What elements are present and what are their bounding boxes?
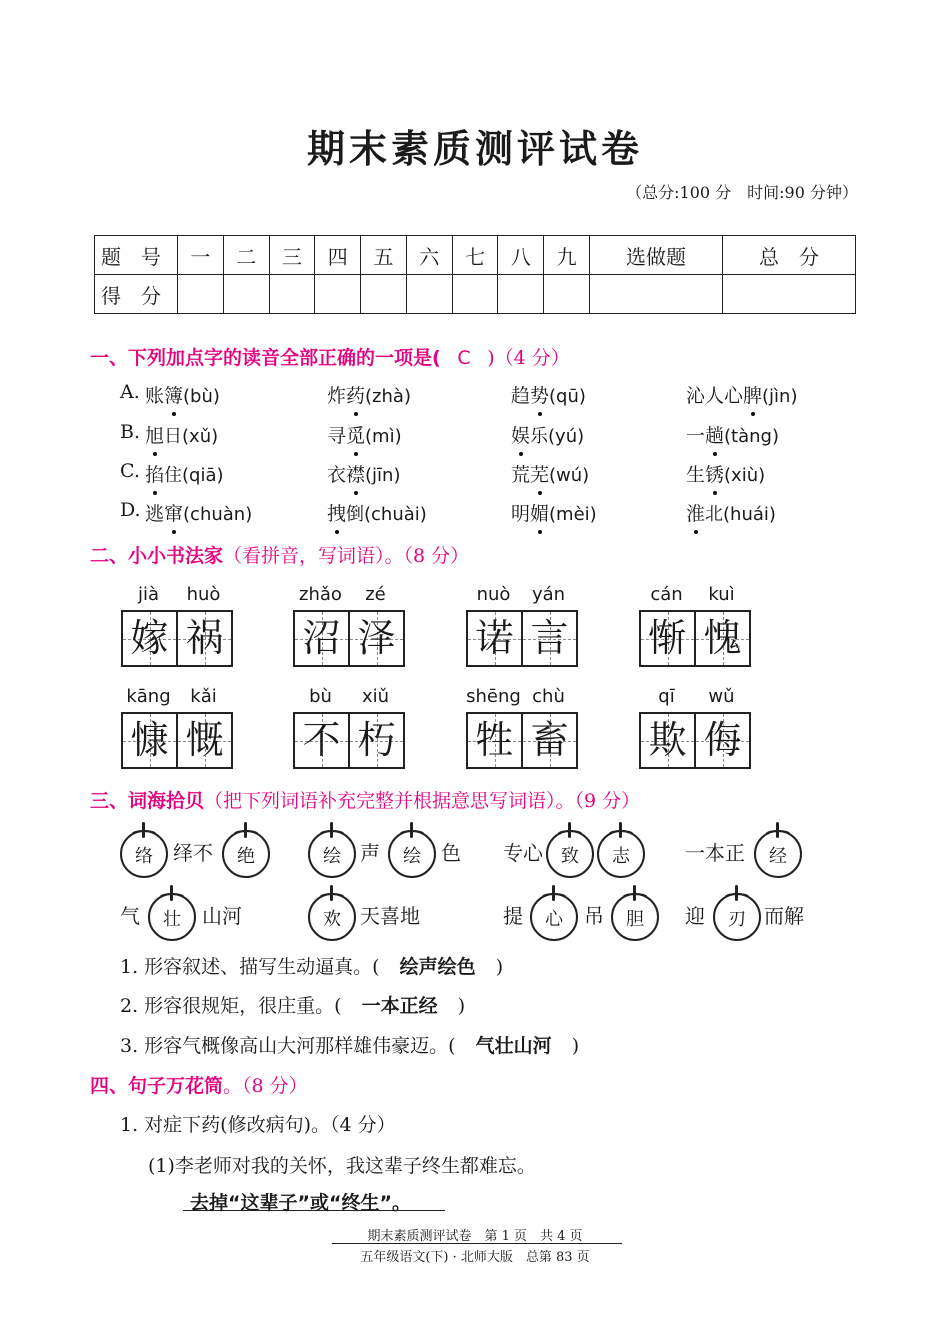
dotted-char: 芜	[530, 460, 549, 487]
answer-text: 去掉“这辈子”或“终生”。	[190, 1192, 411, 1214]
score-cell	[452, 275, 498, 314]
dotted-char: 药	[346, 381, 365, 408]
option-label: C.	[120, 460, 140, 482]
bracket: )	[571, 1035, 580, 1057]
written-char: 朽	[357, 718, 396, 762]
idiom-text: 迎	[685, 904, 705, 928]
pinyin-label: xiǔ	[361, 686, 390, 707]
dotted-char: 拽	[327, 499, 346, 526]
dotted-char: 簿	[164, 381, 183, 408]
pinyin-note: (zhà)	[365, 386, 411, 407]
tianzi-box	[639, 712, 751, 769]
meaning-item-2	[120, 991, 465, 1018]
option-label: B.	[120, 421, 141, 443]
written-char: 祸	[185, 616, 224, 660]
heading-text: 三、词海拾贝	[90, 790, 205, 812]
tianzi-cell	[123, 714, 176, 767]
bracket: )	[495, 956, 504, 978]
score-note: （把下列词语补充完整并根据意思写词语）。（9 分）	[204, 790, 641, 812]
written-char: 愧	[703, 616, 742, 660]
pinyin-label: wǔ	[708, 686, 735, 707]
idiom-text: 而解	[764, 904, 804, 928]
tianzi-box	[121, 610, 233, 667]
tianzi-box	[466, 610, 578, 667]
option-word	[686, 460, 765, 487]
table-header-cell: 四	[315, 236, 361, 275]
dotted-char: 掐	[145, 460, 164, 487]
section-1-heading	[90, 343, 570, 370]
tianzi-cell	[176, 612, 231, 665]
word-part: 趋	[511, 385, 531, 407]
pinyin-note: (xiù)	[724, 465, 766, 486]
option-label: D.	[120, 499, 141, 521]
written-char: 不	[302, 718, 341, 762]
tianzi-cell	[123, 612, 176, 665]
option-word	[327, 421, 402, 448]
apple-char: 欢	[308, 893, 356, 941]
apple-char: 绝	[222, 830, 270, 878]
pinyin-label: kāng	[126, 686, 171, 707]
tianzi-box	[466, 712, 578, 769]
written-char: 嫁	[130, 616, 169, 660]
word-part: 衣	[327, 464, 347, 486]
question-text: 1. 形容叙述、描写生动逼真。(	[120, 956, 380, 978]
apple-char: 志	[597, 830, 645, 878]
dotted-char: 旭	[145, 421, 164, 448]
option-word	[145, 421, 218, 448]
pinyin-note: (mèi)	[549, 504, 597, 525]
tianzi-cell	[348, 612, 403, 665]
meaning-item-1	[120, 952, 503, 979]
written-char: 慷	[130, 718, 169, 762]
idiom-text: 天喜地	[360, 904, 420, 928]
dotted-char: 媚	[530, 499, 549, 526]
question-text: 3. 形容气概像高山大河那样雄伟豪迈。(	[120, 1035, 456, 1057]
tianzi-box	[121, 712, 233, 769]
written-char: 畜	[530, 718, 569, 762]
pinyin-note: (qū)	[549, 386, 586, 407]
apple-char: 壮	[148, 893, 196, 941]
pinyin-label: huò	[186, 584, 221, 605]
tianzi-cell	[641, 612, 694, 665]
pinyin-label: cán	[650, 584, 683, 605]
apple-char: 络	[120, 830, 168, 878]
written-char: 欺	[648, 718, 687, 762]
tianzi-cell	[468, 612, 521, 665]
dotted-char: 势	[530, 381, 549, 408]
table-header-cell: 一	[178, 236, 224, 275]
word-part: 荒	[511, 464, 531, 486]
word-part: 寻	[327, 425, 347, 447]
pinyin-note: 乐(yú)	[530, 426, 585, 447]
option-word	[145, 381, 220, 408]
pinyin-label: shēng	[466, 686, 521, 707]
written-char: 言	[530, 616, 569, 660]
footer-edition: 五年级语文(下) · 北师大版 总第 83 页	[360, 1250, 590, 1265]
word-part: 逃	[145, 503, 165, 525]
apple-char: 心	[530, 893, 578, 941]
score-cell	[361, 275, 407, 314]
pinyin-note: (jìn)	[762, 386, 798, 407]
dotted-char: 窜	[164, 499, 183, 526]
dotted-char: 锈	[705, 460, 724, 487]
answer-line	[183, 1210, 445, 1211]
pinyin-note: 倒(chuài)	[346, 504, 427, 525]
pinyin-note: 住(qiā)	[164, 465, 224, 486]
section-2-heading	[90, 541, 469, 568]
idiom-text: 色	[441, 841, 461, 865]
word-part: 沁人心	[686, 385, 744, 407]
word-part: 明	[511, 503, 531, 525]
apple-char: 绘	[388, 830, 436, 878]
pinyin-label: yán	[531, 584, 566, 605]
pinyin-label: qī	[658, 686, 675, 707]
pinyin-note: 日(xǔ)	[164, 426, 219, 447]
written-char: 沼	[302, 616, 341, 660]
section-4-heading	[90, 1071, 308, 1098]
tianzi-cell	[521, 612, 576, 665]
option-word	[686, 381, 798, 408]
pinyin-note: (jīn)	[365, 465, 401, 486]
heading-text: 四、句子万花筒	[90, 1075, 224, 1097]
pinyin-note: (tàng)	[724, 426, 779, 447]
idiom-text: 声	[360, 841, 380, 865]
idiom-text: 吊	[584, 904, 604, 928]
option-word	[511, 460, 589, 487]
dotted-char: 趟	[705, 421, 724, 448]
written-char: 惭	[648, 616, 687, 660]
table-row	[95, 236, 856, 275]
tianzi-cell	[295, 612, 348, 665]
answer-mark: C	[457, 347, 471, 369]
page-title: 期末素质测评试卷	[306, 126, 643, 171]
option-label: A.	[120, 381, 140, 403]
idiom-text: 山河	[202, 904, 242, 928]
idiom-text: 提	[503, 904, 523, 928]
idiom-text: 一本正	[685, 841, 745, 865]
score-cell	[590, 275, 723, 314]
pinyin-note: 北(huái)	[705, 504, 776, 525]
pinyin-note: (chuàn)	[183, 504, 253, 525]
score-cell	[223, 275, 269, 314]
written-char: 慨	[185, 718, 224, 762]
pinyin-label: nuò	[476, 584, 511, 605]
apple-char: 绘	[308, 830, 356, 878]
pinyin-note: (wú)	[549, 465, 590, 486]
answer-text: 绘声绘色	[399, 956, 476, 978]
option-word	[511, 499, 597, 526]
bracket: )	[457, 995, 466, 1017]
dotted-char: 淮	[686, 499, 705, 526]
apple-char: 刃	[713, 893, 761, 941]
heading-text: 一、下列加点字的读音全部正确的一项是(	[90, 347, 441, 369]
idiom-text: 专心	[503, 841, 543, 865]
word-part: 一	[686, 425, 706, 447]
option-word	[327, 460, 401, 487]
option-word	[686, 421, 779, 448]
section-3-heading	[90, 786, 640, 813]
tianzi-box	[293, 712, 405, 769]
question-text: 2. 形容很规矩，很庄重。(	[120, 995, 342, 1017]
idiom-text: 绎不	[173, 841, 213, 865]
score-cell	[544, 275, 590, 314]
score-cell	[315, 275, 361, 314]
tianzi-cell	[348, 714, 403, 767]
score-note: )（4 分）	[487, 347, 570, 369]
pinyin-label: zhǎo	[299, 584, 342, 605]
exam-info: （总分:100 分 时间:90 分钟）	[626, 183, 858, 202]
pinyin-label: jià	[137, 584, 160, 605]
tianzi-cell	[694, 714, 749, 767]
table-header-cell: 选做题	[590, 236, 723, 275]
footer-divider	[332, 1243, 622, 1244]
footer-page: 期末素质测评试卷 第 1 页 共 4 页	[367, 1229, 583, 1244]
score-note: 。（8 分）	[223, 1075, 308, 1097]
pinyin-label: bù	[309, 686, 332, 707]
tianzi-cell	[176, 714, 231, 767]
table-header-cell: 八	[498, 236, 544, 275]
pinyin-label: kǎi	[190, 686, 217, 707]
option-word	[686, 499, 776, 526]
written-char: 牲	[475, 718, 514, 762]
score-table	[94, 235, 856, 314]
heading-text: 二、小小书法家	[90, 545, 224, 567]
table-row-label: 得 分	[95, 275, 178, 314]
answer-text: 一本正经	[361, 995, 438, 1017]
tianzi-cell	[295, 714, 348, 767]
score-cell	[723, 275, 856, 314]
option-word	[145, 460, 224, 487]
table-header-cell: 题 号	[95, 236, 178, 275]
written-char: 侮	[703, 718, 742, 762]
answer-text: 气壮山河	[475, 1035, 552, 1057]
tianzi-box	[293, 610, 405, 667]
table-row	[95, 275, 856, 314]
tianzi-cell	[694, 612, 749, 665]
written-char: 泽	[357, 616, 396, 660]
word-part: 炸	[327, 385, 347, 407]
tianzi-cell	[468, 714, 521, 767]
table-header-cell: 总 分	[723, 236, 856, 275]
pinyin-note: (bù)	[183, 386, 220, 407]
apple-char: 致	[546, 830, 594, 878]
meaning-item-3	[120, 1031, 579, 1058]
written-char: 诺	[475, 616, 514, 660]
pinyin-label: zé	[365, 584, 386, 605]
sub-question-item: (1)李老师对我的关怀，我这辈子终生都难忘。	[148, 1155, 536, 1177]
dotted-char: 襟	[346, 460, 365, 487]
apple-char: 经	[754, 830, 802, 878]
table-header-cell: 七	[452, 236, 498, 275]
option-word	[511, 421, 584, 448]
table-header-cell: 五	[361, 236, 407, 275]
table-header-cell: 六	[406, 236, 452, 275]
pinyin-label: chù	[532, 686, 565, 707]
table-header-cell: 二	[223, 236, 269, 275]
option-word	[145, 499, 252, 526]
pinyin-label: kuì	[708, 584, 735, 605]
word-part: 生	[686, 464, 706, 486]
tianzi-box	[639, 610, 751, 667]
score-cell	[178, 275, 224, 314]
dotted-char: 觅	[346, 421, 365, 448]
word-part: 账	[145, 385, 165, 407]
dotted-char: 娱	[511, 421, 530, 448]
table-header-cell: 三	[269, 236, 315, 275]
score-cell	[498, 275, 544, 314]
dotted-char: 脾	[743, 381, 762, 408]
option-word	[327, 381, 411, 408]
pinyin-note: (mì)	[365, 426, 402, 447]
tianzi-cell	[641, 714, 694, 767]
option-word	[511, 381, 586, 408]
score-note: （看拼音，写词语）。（8 分）	[223, 545, 470, 567]
sub-question: 1. 对症下药(修改病句)。（4 分）	[120, 1114, 396, 1136]
apple-char: 胆	[611, 893, 659, 941]
tianzi-cell	[521, 714, 576, 767]
idiom-text: 气	[120, 904, 140, 928]
table-header-cell: 九	[544, 236, 590, 275]
option-word	[327, 499, 427, 526]
score-cell	[406, 275, 452, 314]
score-cell	[269, 275, 315, 314]
